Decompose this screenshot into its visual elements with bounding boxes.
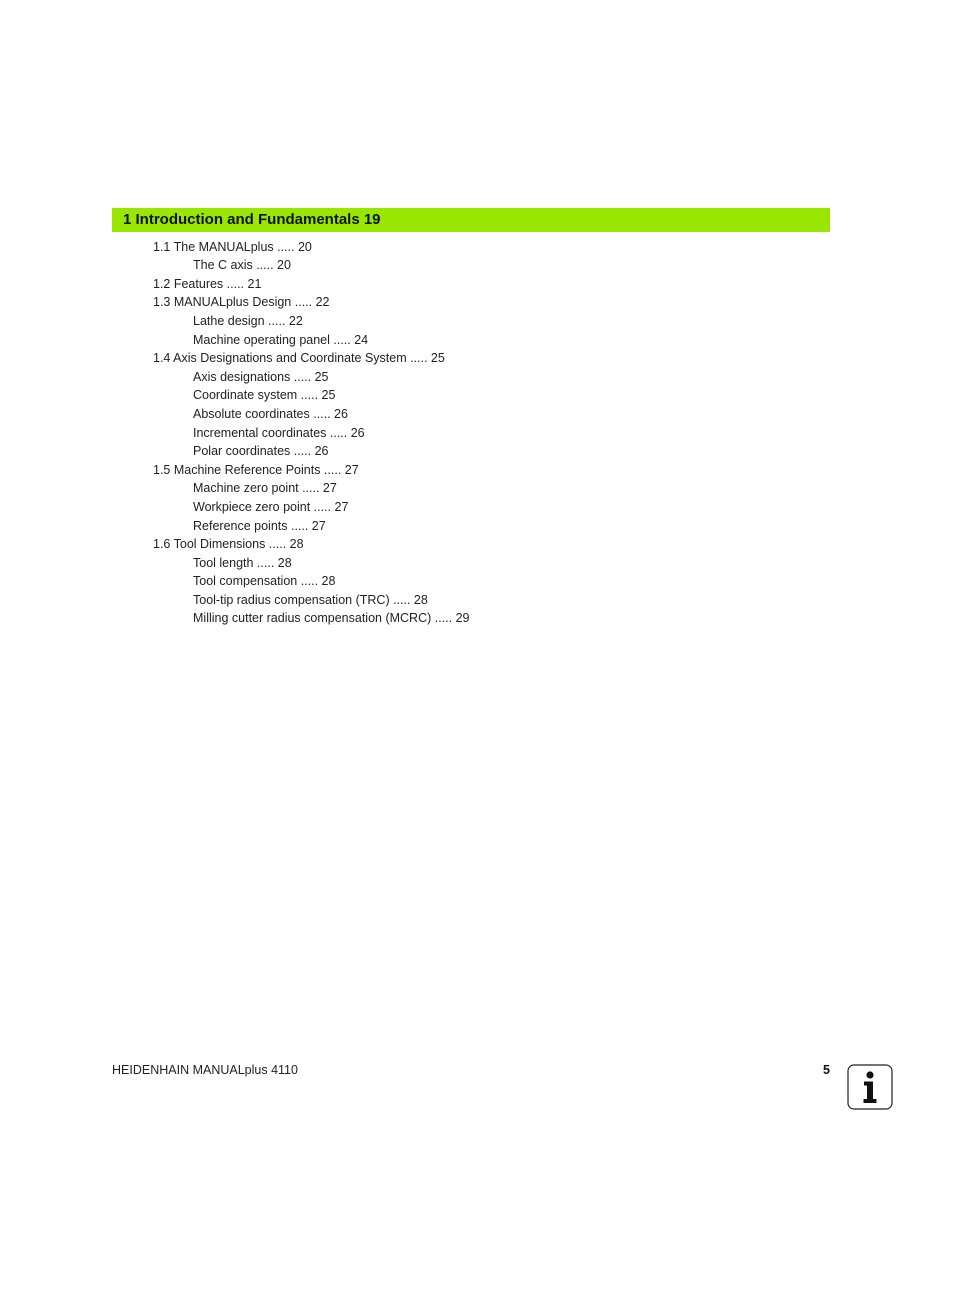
chapter-title: 1 Introduction and Fundamentals 19	[123, 211, 381, 228]
chapter-heading-bar	[112, 208, 830, 232]
toc-subsection[interactable]: Coordinate system ..... 25	[193, 388, 336, 402]
toc-section-1-3[interactable]: 1.3 MANUALplus Design ..... 22	[153, 295, 330, 309]
toc-subsection[interactable]: Incremental coordinates ..... 26	[193, 426, 365, 440]
toc-subsection[interactable]: Tool-tip radius compensation (TRC) ..... 28	[193, 593, 428, 607]
info-icon	[847, 1064, 893, 1110]
toc-subsection[interactable]: Workpiece zero point ..... 27	[193, 500, 349, 514]
toc-subsection[interactable]: Machine zero point ..... 27	[193, 481, 337, 495]
toc-subsection[interactable]: Axis designations ..... 25	[193, 370, 329, 384]
toc-section-1-2[interactable]: 1.2 Features ..... 21	[153, 277, 262, 291]
page-number: 5	[823, 1063, 830, 1077]
toc-subsection[interactable]: Tool compensation ..... 28	[193, 574, 336, 588]
toc-subsection[interactable]: Machine operating panel ..... 24	[193, 333, 369, 347]
toc-section-1-5[interactable]: 1.5 Machine Reference Points ..... 27	[153, 463, 359, 477]
toc-section-1-1[interactable]: 1.1 The MANUALplus ..... 20	[153, 240, 312, 254]
toc-subsection[interactable]: Reference points ..... 27	[193, 519, 326, 533]
toc-subsection[interactable]: The C axis ..... 20	[193, 258, 291, 272]
toc-subsection[interactable]: Polar coordinates ..... 26	[193, 444, 329, 458]
toc-subsection[interactable]: Lathe design ..... 22	[193, 314, 303, 328]
toc-subsection[interactable]: Milling cutter radius compensation (MCRC) ..... 29	[193, 611, 470, 625]
toc-subsection[interactable]: Absolute coordinates ..... 26	[193, 407, 348, 421]
toc-section-1-4[interactable]: 1.4 Axis Designations and Coordinate System ..... 25	[153, 351, 445, 365]
toc-section-1-6[interactable]: 1.6 Tool Dimensions ..... 28	[153, 537, 304, 551]
toc-subsection[interactable]: Tool length ..... 28	[193, 556, 292, 570]
footer-document-title: HEIDENHAIN MANUALplus 4110	[112, 1063, 298, 1077]
